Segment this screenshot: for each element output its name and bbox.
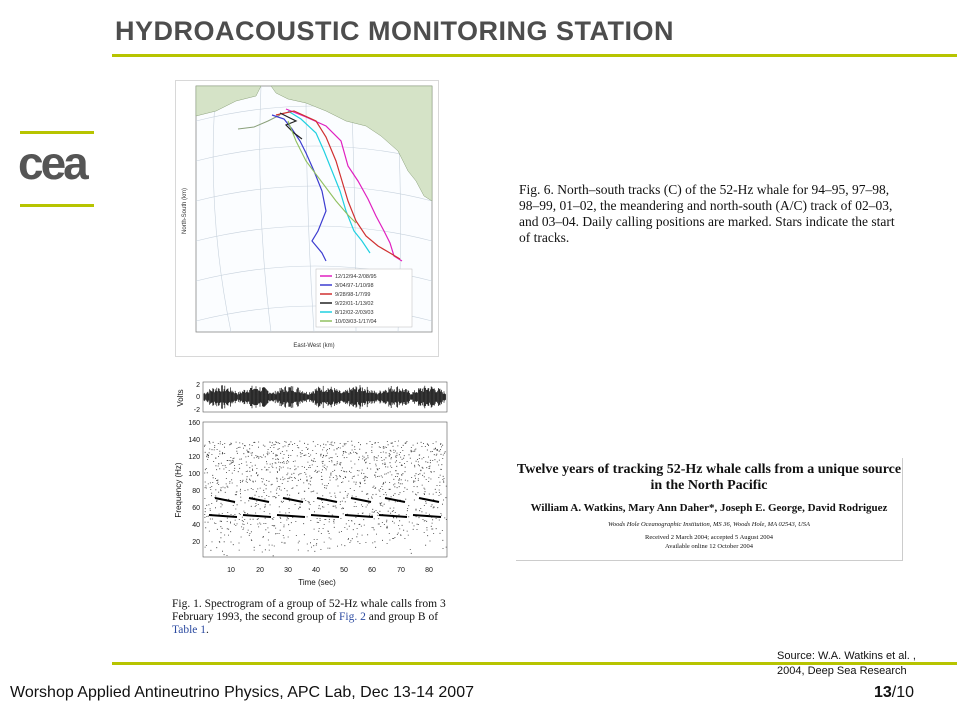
freq-tick-40: 40 xyxy=(192,522,200,529)
logo-top-line xyxy=(20,131,94,134)
fig1-caption xyxy=(172,598,452,637)
spectrogram-figure xyxy=(165,378,450,593)
page-total: /10 xyxy=(891,684,915,701)
paper-received: Received 2 March 2004; accepted 5 August 2004 xyxy=(645,534,773,541)
map-legend-4: 9/22/01-1/13/02 xyxy=(335,301,374,307)
fig1-caption-part3: . xyxy=(206,624,209,636)
time-tick-10: 10 xyxy=(227,567,235,574)
footer-text: Worshop Applied Antineutrino Physics, APC Lab, Dec 13-14 2007 xyxy=(10,684,474,701)
volts-label: Volts xyxy=(176,389,185,407)
time-label: Time (sec) xyxy=(298,578,336,587)
page-current: 13 xyxy=(874,684,892,701)
map-legend-1: 12/12/94-2/08/95 xyxy=(335,274,377,280)
map-legend-3: 9/28/98-1/7/99 xyxy=(335,292,371,298)
time-tick-40: 40 xyxy=(312,567,320,574)
map-graphic xyxy=(176,81,438,356)
map-x-label: East-West (km) xyxy=(293,343,335,349)
map-legend-5: 8/12/02-2/03/03 xyxy=(335,310,374,316)
footer-rule xyxy=(112,662,957,665)
title-rule xyxy=(112,54,957,57)
volts-tick-0: 0 xyxy=(196,394,200,401)
time-tick-50: 50 xyxy=(340,567,348,574)
volts-tick-neg2: -2 xyxy=(193,407,200,414)
freq-tick-60: 60 xyxy=(192,505,200,512)
paper-title: Twelve years of tracking 52-Hz whale calls from a unique source in the North Pacific xyxy=(516,462,902,493)
paper-header xyxy=(516,458,903,561)
paper-institution: Woods Hole Oceanographic Institution, MS 36, Woods Hole, MA 02543, USA xyxy=(608,521,810,528)
table1-link[interactable]: Table 1 xyxy=(172,624,207,636)
map-y-label: North-South (km) xyxy=(182,187,188,235)
fig1-caption-part2: and group B of xyxy=(365,611,439,623)
freq-tick-100: 100 xyxy=(188,471,200,478)
time-tick-60: 60 xyxy=(368,567,376,574)
time-tick-80: 80 xyxy=(425,567,433,574)
source-line2: 2004, Deep Sea Research xyxy=(777,665,907,677)
paper-authors: William A. Watkins, Mary Ann Daher*, Joseph E. George, David Rodriguez xyxy=(530,502,888,514)
whale-track-map xyxy=(175,80,439,357)
map-legend-6: 10/03/03-1/17/04 xyxy=(335,319,377,325)
spectrogram-graphic xyxy=(165,378,450,593)
slide-title: HYDROACOUSTIC MONITORING STATION xyxy=(115,16,674,46)
paper-online: Available online 12 October 2004 xyxy=(665,543,753,550)
freq-tick-80: 80 xyxy=(192,488,200,495)
volts-tick-2: 2 xyxy=(196,382,200,389)
logo-bottom-line xyxy=(20,204,94,207)
freq-tick-120: 120 xyxy=(188,454,200,461)
freq-tick-160: 160 xyxy=(188,420,200,427)
freq-label: Frequency (Hz) xyxy=(174,462,183,518)
page-number xyxy=(874,684,914,702)
source-line1: Source: W.A. Watkins et al. , xyxy=(777,650,916,662)
fig2-link[interactable]: Fig. 2 xyxy=(339,611,366,623)
time-tick-30: 30 xyxy=(284,567,292,574)
time-tick-20: 20 xyxy=(256,567,264,574)
map-legend-2: 3/04/97-1/10/98 xyxy=(335,283,374,289)
fig6-caption: Fig. 6. North–south tracks (C) of the 52-Hz whale for 94–95, 97–98, 98–99, 01–02, the meandering and north-south (A/C) track of 02–03, and 03–04. Daily calling positions are marked. Stars indicate the start of tracks. xyxy=(519,182,895,245)
fig1-caption-part1: Fig. 1. Spectrogram of a group of 52-Hz whale calls from 3 February 1993, the second group of xyxy=(172,598,446,623)
time-tick-70: 70 xyxy=(397,567,405,574)
freq-tick-20: 20 xyxy=(192,539,200,546)
cea-logo: cea xyxy=(18,137,86,189)
freq-tick-140: 140 xyxy=(188,437,200,444)
